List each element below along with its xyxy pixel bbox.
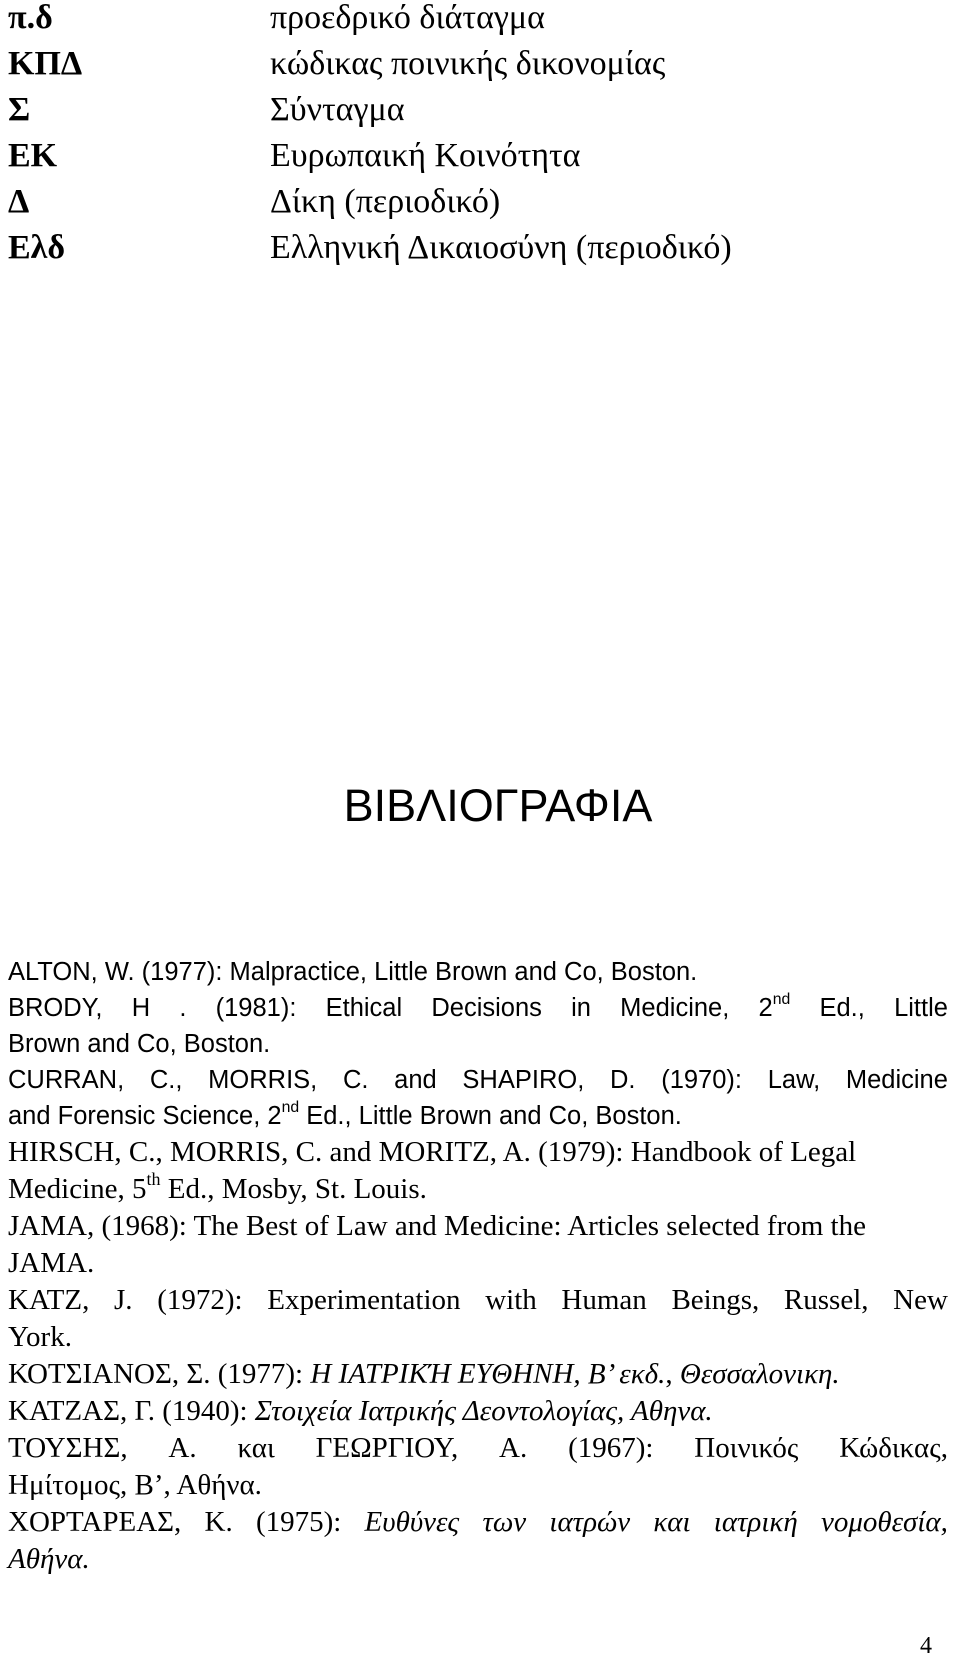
- word: KATZ,: [8, 1284, 90, 1316]
- abbreviation-meaning: Ευρωπαική Κοινότητα: [270, 137, 581, 174]
- word: Α.: [168, 1432, 197, 1464]
- abbreviation-row: [8, 134, 948, 178]
- word: SHAPIRO,: [462, 1066, 585, 1094]
- word: and: [394, 1066, 437, 1094]
- word: ιατρών: [549, 1506, 631, 1538]
- abbreviation-row: [8, 226, 948, 270]
- bibliography-entry-brody: [8, 990, 948, 1026]
- word: in: [571, 994, 591, 1022]
- bibliography-entry-kotsianos: ΚΟΤΣΙΑΝΟΣ, Σ. (1977): Η ΙΑΤΡΙΚΉ ΕΥΘΗΝΗ, Β’ εκδ., Θεσσαλονικη.: [8, 1358, 840, 1390]
- word: J.: [114, 1284, 133, 1316]
- word: Κ.: [204, 1506, 233, 1538]
- word: Decisions: [431, 994, 542, 1022]
- abbreviation-row: [8, 88, 948, 132]
- word: Medicine: [845, 1066, 948, 1094]
- word: (1975):: [255, 1506, 342, 1538]
- bibliography-entry-tousis-line2: Ημίτομος, Β’, Αθήνα.: [8, 1469, 262, 1501]
- word: ΓΕΩΡΓΙΟΥ,: [315, 1432, 459, 1464]
- bibliography-heading: ΒΙΒΛΙΟΓΡΑΦΙΑ: [343, 780, 653, 831]
- bibliography-entry-curran-line2: and Forensic Science, 2nd Ed., Little Brown and Co, Boston.: [8, 1099, 682, 1130]
- word: (1981):: [215, 994, 297, 1022]
- edition-number: 2nd: [758, 991, 791, 1022]
- bibliography-entry-hirsch-line2: Medicine, 5th Ed., Mosby, St. Louis.: [8, 1168, 427, 1205]
- bibliography-entry-jama-line2: JAMA.: [8, 1247, 95, 1279]
- word: New: [893, 1284, 948, 1316]
- word: Russel,: [783, 1284, 869, 1316]
- abbreviation-code: ΚΠΔ: [8, 45, 83, 82]
- word: (1967):: [568, 1432, 654, 1464]
- bibliography-entry-katz-line2: York.: [8, 1321, 72, 1353]
- bibliography-entry-tousis: [8, 1430, 948, 1467]
- bibliography-entry-chortareas: [8, 1504, 948, 1541]
- page-number: 4: [920, 1633, 932, 1659]
- word: C.: [342, 1066, 369, 1094]
- word: Ed.,: [819, 994, 865, 1022]
- word: Experimentation: [267, 1284, 461, 1316]
- word: H: [131, 994, 151, 1022]
- word: ΤΟΥΣΗΣ,: [8, 1432, 128, 1464]
- abbreviation-code: π.δ: [8, 0, 53, 36]
- abbreviation-meaning: Ελληνική Δικαιοσύνη (περιοδικό): [270, 229, 732, 266]
- abbreviation-row: [8, 180, 948, 224]
- word: Little: [894, 994, 948, 1022]
- word: BRODY,: [8, 994, 103, 1022]
- word: Κώδικας,: [839, 1432, 948, 1464]
- word: ιατρική: [713, 1506, 798, 1538]
- bibliography-entry-katz: [8, 1282, 948, 1319]
- bibliography-entry-hirsch: HIRSCH, C., MORRIS, C. and MORITZ, A. (1979): Handbook of Legal: [8, 1136, 857, 1168]
- word: Medicine,: [620, 994, 730, 1022]
- abbreviation-meaning: Σύνταγμα: [270, 91, 405, 128]
- abbreviation-meaning: Δίκη (περιοδικό): [270, 183, 501, 220]
- word: MORRIS,: [208, 1066, 318, 1094]
- word: των: [482, 1506, 527, 1538]
- word: Human: [561, 1284, 647, 1316]
- word: with: [485, 1284, 537, 1316]
- bibliography-entry-brody-line2: Brown and Co, Boston.: [8, 1030, 271, 1058]
- word: (1970):: [661, 1066, 742, 1094]
- word: και: [653, 1506, 691, 1538]
- word: νομοθεσία,: [820, 1506, 948, 1538]
- word: Ποινικός: [694, 1432, 799, 1464]
- bibliography-entry-katzas: ΚΑΤΖΑΣ, Γ. (1940): Στοιχεία Ιατρικής Δεοντολογίας, Αθηνα.: [8, 1395, 713, 1427]
- word: .: [179, 994, 187, 1022]
- word: C.,: [149, 1066, 183, 1094]
- word: (1972):: [157, 1284, 243, 1316]
- bibliography-entry-curran: [8, 1062, 948, 1098]
- abbreviation-code: Δ: [8, 183, 30, 220]
- abbreviation-code: ΕΚ: [8, 137, 58, 174]
- abbreviation-code: Σ: [8, 91, 31, 128]
- abbreviation-meaning: κώδικας ποινικής δικονομίας: [270, 45, 666, 82]
- word: D.: [610, 1066, 636, 1094]
- word: Beings,: [671, 1284, 760, 1316]
- bibliography-entry-jama: JAMA, (1968): The Best of Law and Medicine: Articles selected from the: [8, 1210, 866, 1242]
- word: και: [237, 1432, 275, 1464]
- abbreviation-meaning: προεδρικό διάταγμα: [270, 0, 545, 36]
- word: Ευθύνες: [364, 1506, 460, 1538]
- word: ΧΟΡΤΑΡΕΑΣ,: [8, 1506, 182, 1538]
- abbreviation-code: Ελδ: [8, 229, 66, 266]
- abbreviation-row: [8, 42, 948, 86]
- word: Ethical: [325, 994, 403, 1022]
- word: Law,: [767, 1066, 821, 1094]
- bibliography-entry-alton: ALTON, W. (1977): Malpractice, Little Brown and Co, Boston.: [8, 958, 698, 986]
- word: Α.: [499, 1432, 528, 1464]
- word: CURRAN,: [8, 1066, 125, 1094]
- abbreviation-row: [8, 0, 948, 40]
- bibliography-entry-chortareas-line2: Αθήνα.: [8, 1543, 90, 1575]
